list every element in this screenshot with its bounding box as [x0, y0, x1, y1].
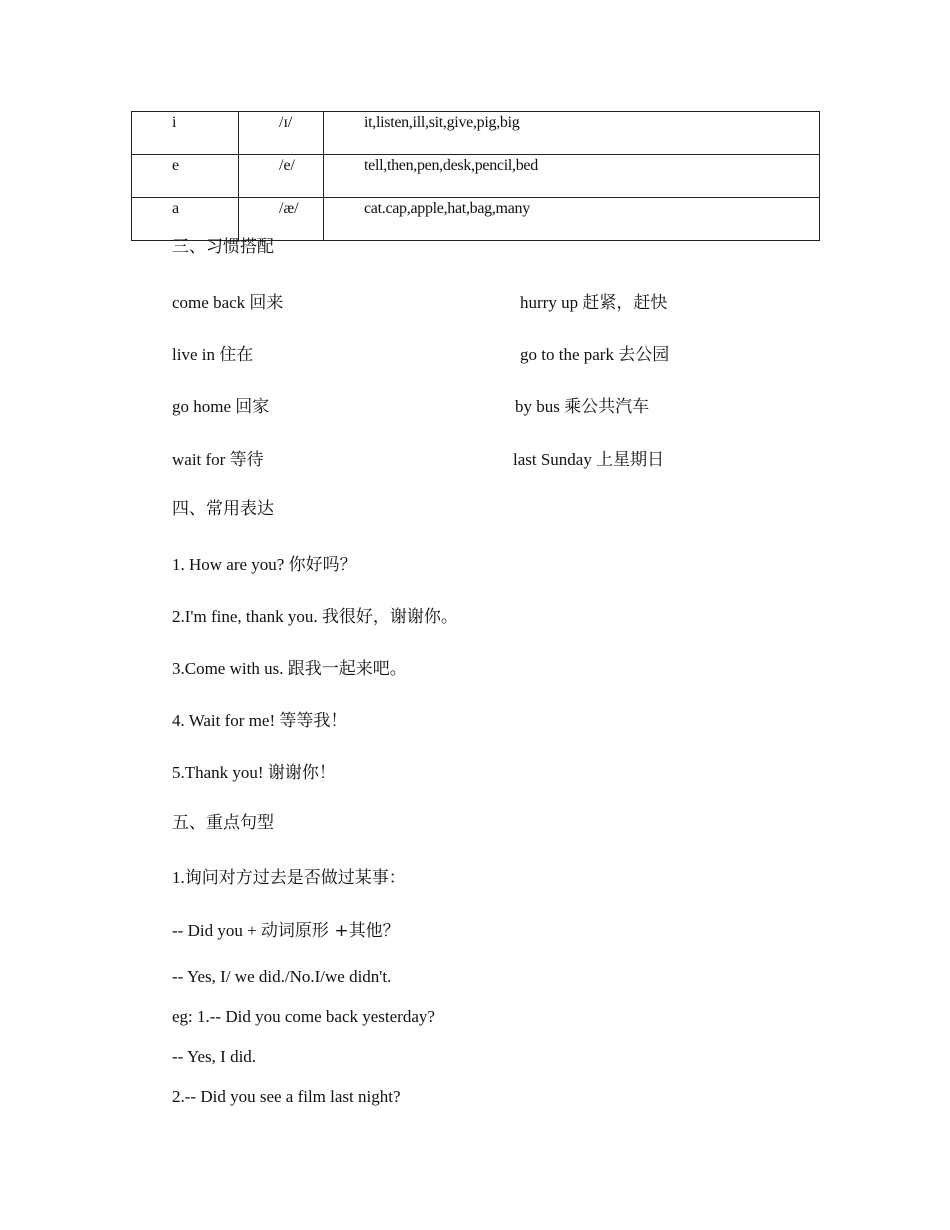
phrase-cn: 等待: [229, 450, 264, 470]
phrase-en: come back: [172, 293, 246, 312]
expression-cn: 你好吗？: [288, 555, 357, 575]
phrase-cn: 回来: [249, 293, 284, 313]
ipa-cell: /ɪ/: [239, 112, 324, 155]
phrase-item: [515, 397, 649, 417]
words-cell: tell,then,pen,desk,pencil,bed: [324, 155, 820, 198]
phrase-item: [172, 345, 253, 365]
phrase-en: go home: [172, 397, 232, 416]
expression-cn: 谢谢你！: [267, 763, 336, 783]
table-row: [132, 155, 820, 198]
expression-en: 3.Come with us.: [172, 659, 284, 678]
example-line: -- Yes, I did.: [172, 1047, 257, 1066]
phrase-cn: 上星期日: [596, 450, 665, 470]
phrase-item: [172, 450, 264, 470]
example-line: 2.-- Did you see a film last night?: [172, 1087, 401, 1106]
example-line: eg: 1.-- Did you come back yesterday?: [172, 1007, 435, 1026]
section-heading-key-sentences: 五、重点句型: [172, 813, 274, 833]
phrase-en: live in: [172, 345, 215, 364]
ipa-cell: /æ/: [239, 198, 324, 241]
expression-item: [172, 711, 347, 731]
phrase-en: by bus: [515, 397, 560, 416]
words-cell: it,listen,ill,sit,give,pig,big: [324, 112, 820, 155]
phrase-cn: 去公园: [618, 345, 670, 365]
phrase-cn: 住在: [219, 345, 254, 365]
letter-cell: e: [132, 155, 239, 198]
phrase-cn: 赶紧，赶快: [582, 293, 668, 313]
phrase-en: wait for: [172, 450, 226, 469]
phrase-cn: 回家: [235, 397, 270, 417]
section-heading-expressions: 四、常用表达: [172, 499, 274, 519]
example-line: -- Yes, I/ we did./No.I/we didn't.: [172, 967, 392, 986]
pattern-cn: 动词原形 +其他？: [260, 921, 400, 941]
letter-cell: a: [132, 198, 239, 241]
expression-en: 5.Thank you!: [172, 763, 264, 782]
expression-item: [172, 659, 407, 679]
table-row: [132, 198, 820, 241]
expression-en: 1. How are you?: [172, 555, 285, 574]
expression-en: 4. Wait for me!: [172, 711, 276, 730]
section-heading-collocations: 三、习惯搭配: [172, 237, 274, 257]
expression-item: [172, 607, 458, 627]
expression-en: 2.I'm fine, thank you.: [172, 607, 318, 626]
pattern-en: -- Did you +: [172, 921, 257, 940]
phrase-en: last Sunday: [513, 450, 592, 469]
phrase-en: hurry up: [520, 293, 579, 312]
sentence-pattern: [172, 921, 400, 941]
letter-cell: i: [132, 112, 239, 155]
phrase-item: [520, 345, 669, 365]
phrase-item: [513, 450, 664, 470]
expression-item: [172, 763, 336, 783]
phrase-cn: 乘公共汽车: [564, 397, 650, 417]
phrase-item: [520, 293, 667, 313]
key-point-number: 1.: [172, 868, 185, 887]
ipa-cell: /e/: [239, 155, 324, 198]
phonics-table: [131, 111, 820, 241]
expression-cn: 等等我！: [279, 711, 348, 731]
expression-cn: 跟我一起来吧。: [287, 659, 407, 679]
key-point: [172, 868, 406, 888]
words-cell: cat.cap,apple,hat,bag,many: [324, 198, 820, 241]
table-row: [132, 112, 820, 155]
key-point-text: 询问对方过去是否做过某事：: [184, 868, 406, 888]
expression-item: [172, 555, 357, 575]
phrase-en: go to the park: [520, 345, 614, 364]
phrase-item: [172, 293, 283, 313]
expression-cn: 我很好，谢谢你。: [321, 607, 458, 627]
phrase-item: [172, 397, 269, 417]
